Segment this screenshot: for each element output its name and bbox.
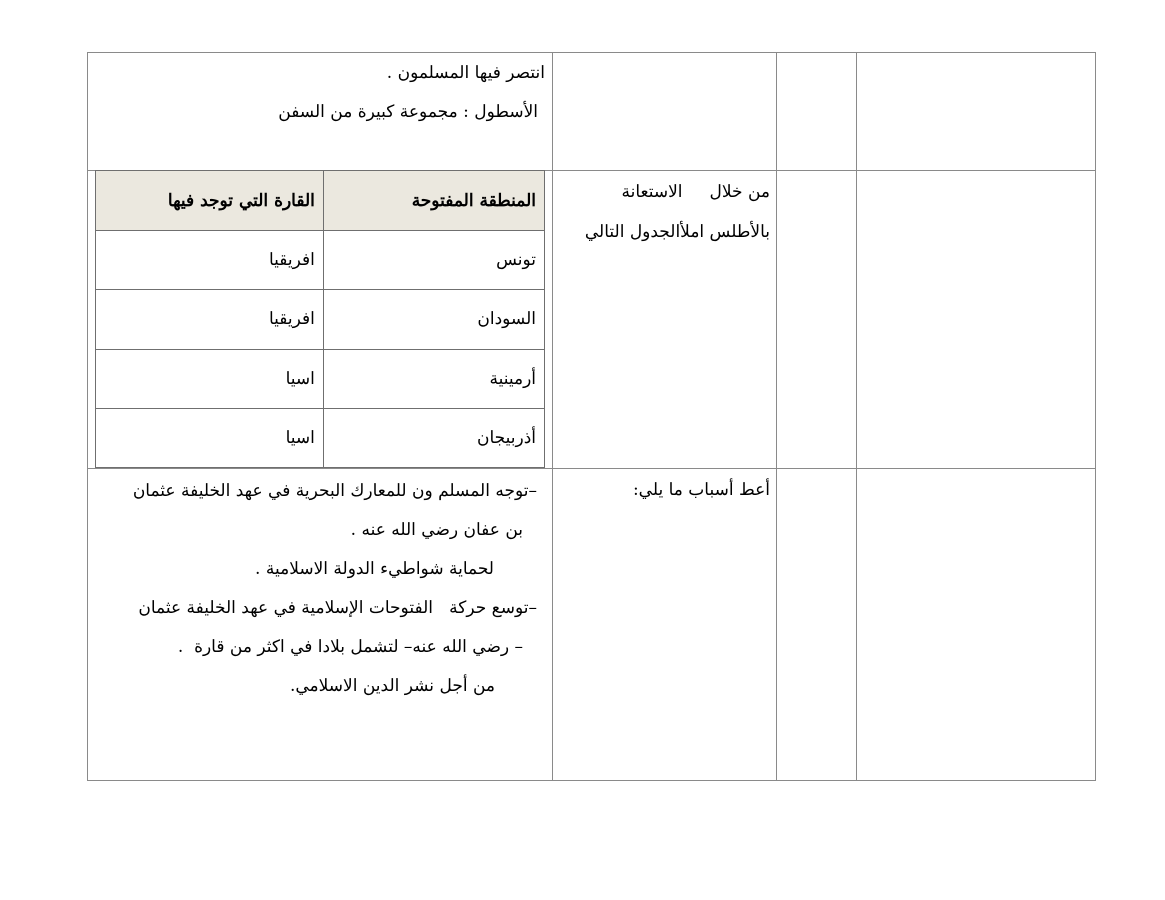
- row3-content-line-4: –توسع حركة الفتوحات الإسلامية في عهد الخليفة عثمان: [138, 598, 537, 618]
- cell-continent: افريقيا: [96, 231, 324, 290]
- table-border-top: [87, 52, 1096, 53]
- regions-table: [95, 170, 545, 468]
- cell-region: تونس: [323, 231, 544, 290]
- table-border-col2: [776, 52, 777, 781]
- row3-content-line-1: –توجه المسلم ون للمعارك البحرية في عهد الخليفة عثمان: [132, 481, 537, 501]
- row3-content-line-6: من أجل نشر الدين الاسلامي.: [289, 676, 495, 696]
- header-opened-region: المنطقة المفتوحة: [323, 171, 544, 231]
- table-row: [96, 290, 545, 349]
- table-border-row2: [87, 468, 1096, 469]
- cell-region: السودان: [323, 290, 544, 349]
- row2-instruction-line-1: من خلال الاستعانة: [621, 182, 770, 202]
- header-continent: القارة التي توجد فيها: [96, 171, 324, 231]
- table-border-left: [87, 52, 88, 781]
- cell-region: أذربيجان: [323, 408, 544, 467]
- row3-content-line-3: لحماية شواطيء الدولة الاسلامية .: [255, 559, 494, 579]
- table-row: [96, 349, 545, 408]
- table-row: [96, 408, 545, 467]
- row3-instruction: أعط أسباب ما يلي:: [632, 480, 770, 500]
- cell-region: أرمينية: [323, 349, 544, 408]
- table-border-bottom: [87, 780, 1096, 781]
- table-border-col1: [552, 52, 553, 781]
- row1-content-line-2: الأسطول : مجموعة كبيرة من السفن: [278, 102, 538, 122]
- cell-continent: افريقيا: [96, 290, 324, 349]
- row1-content-line-1: انتصر فيها المسلمون .: [386, 63, 545, 83]
- table-border-col3: [856, 52, 857, 781]
- cell-continent: اسيا: [96, 408, 324, 467]
- row2-instruction-line-2: بالأطلس املأالجدول التالي: [584, 222, 770, 242]
- row3-content-line-2: بن عفان رضي الله عنه .: [350, 520, 523, 540]
- cell-continent: اسيا: [96, 349, 324, 408]
- table-row: [96, 231, 545, 290]
- table-header-row: [96, 171, 545, 231]
- row3-content-line-5: – رضي الله عنه– لتشمل بلادا في اكثر من قارة .: [177, 637, 523, 657]
- table-border-right: [1095, 52, 1096, 781]
